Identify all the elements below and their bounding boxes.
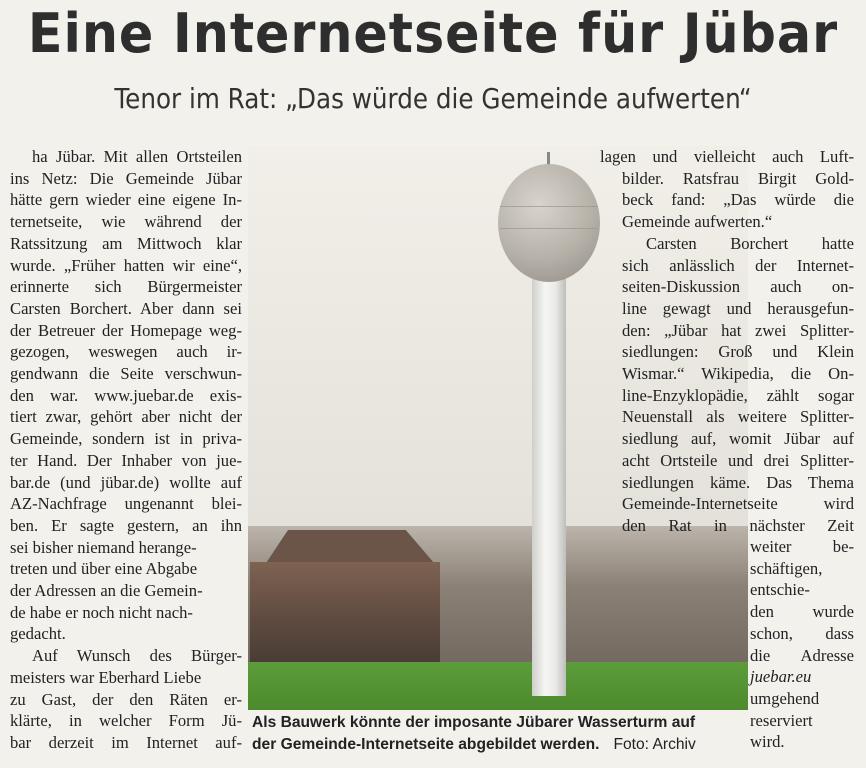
- photo-house: [250, 562, 440, 662]
- text-line: umgehend: [750, 688, 820, 708]
- headline: Eine Internetseite für Jübar: [27, 2, 839, 65]
- caption-line-2: [252, 734, 752, 756]
- text-line: line gewagt und herausgefun-: [622, 298, 854, 318]
- text-line: ter Hand. Der Inhaber von jue-: [10, 450, 242, 470]
- text-line: die Adresse: [750, 645, 854, 665]
- text-line: Neuenstall als weitere Splitter-: [622, 407, 854, 427]
- text-line: den Rat in nächster Zeit: [622, 515, 854, 535]
- text-line: ben. Er sagte gestern, an ihn: [10, 515, 242, 535]
- text-line: Gemeinde, sondern ist in priva-: [10, 429, 242, 449]
- article-column-3-continued: [750, 536, 854, 753]
- text-line: weiter be-: [750, 537, 854, 556]
- text-line: ins Netz: Die Gemeinde Jübar: [10, 168, 242, 188]
- text-line: acht Ortsteile und drei Splitter-: [622, 450, 854, 470]
- text-line: meisters war Eberhard Liebe: [10, 667, 202, 687]
- text-line: siedlung auf, womit Jübar auf: [622, 429, 854, 449]
- text-line: wurde. „Früher hatten wir eine“,: [10, 255, 242, 275]
- text-line: gendwann die Seite verschwun-: [10, 364, 242, 384]
- text-line: treten und über eine Abgabe: [10, 559, 198, 579]
- text-line: Carsten Borchert. Aber dann sei: [10, 298, 242, 318]
- text-line: ternetseite, wie während der: [10, 212, 242, 232]
- water-tower-stem: [532, 276, 566, 696]
- water-tower-tank: [498, 164, 600, 282]
- text-line: de habe er noch nicht nach-: [10, 602, 193, 622]
- text-line: lagen und vielleicht auch Luft-: [600, 147, 854, 166]
- text-line: Gemeinde aufwerten.“: [622, 212, 773, 232]
- photo-caption: [252, 712, 752, 756]
- text-line: sich anlässlich der Internet-: [622, 255, 854, 275]
- subheadline: Tenor im Rat: „Das würde die Gemeinde aufwerten“: [114, 82, 752, 115]
- text-line: seiten-Diskussion auch on-: [622, 277, 854, 297]
- text-line: ha Jübar. Mit allen Ortsteilen: [32, 147, 242, 166]
- text-line: den wurde: [750, 602, 854, 622]
- text-line: reserviert: [750, 710, 813, 730]
- tank-seam: [500, 228, 598, 229]
- text-line: tiert zwar, gehört aber nicht der: [10, 407, 242, 427]
- text-line: der Adressen an die Gemein-: [10, 581, 203, 601]
- text-line: AZ-Nachfrage ungenannt blei-: [10, 494, 242, 514]
- text-line: sei bisher niemand herange-: [10, 537, 197, 557]
- text-line: schon, dass: [750, 623, 854, 643]
- text-line: bilder. Ratsfrau Birgit Gold-: [622, 168, 854, 188]
- text-line: entschie-: [750, 580, 810, 600]
- text-line: den: „Jübar hat zwei Splitter-: [622, 320, 854, 340]
- text-line: zu Gast, der den Räten er-: [10, 689, 242, 709]
- text-line: Carsten Borchert hatte: [646, 233, 854, 253]
- text-line: schäftigen,: [750, 558, 823, 578]
- text-line: wird.: [750, 732, 785, 752]
- text-line: der Betreuer der Homepage weg-: [10, 320, 242, 340]
- photo-credit: Foto: Archiv: [613, 736, 696, 753]
- text-line: gedacht.: [10, 624, 66, 644]
- text-line: bar derzeit im Internet auf-: [10, 732, 242, 752]
- text-line: erinnerte sich Bürgermeister: [10, 277, 242, 297]
- text-line: klärte, in welcher Form Jü-: [10, 711, 242, 731]
- article-column-1: [10, 146, 242, 754]
- photo-grass: [248, 662, 748, 710]
- caption-text: der Gemeinde-Internetseite abgebildet werden.: [252, 736, 600, 753]
- text-line: juebar.eu: [750, 667, 812, 687]
- text-line: beck fand: „Das würde die: [622, 190, 854, 210]
- caption-line-1: Als Bauwerk könnte der imposante Jübarer Wasserturm auf: [252, 714, 696, 731]
- text-line: bar.de (und jübar.de) wollte auf: [10, 472, 242, 492]
- text-line: siedlungen käme. Das Thema: [622, 472, 854, 492]
- text-line: Wismar.“ Wikipedia, die On-: [622, 364, 854, 384]
- tank-seam: [500, 206, 598, 207]
- text-line: Auf Wunsch des Bürger-: [32, 646, 242, 666]
- article-column-3: [600, 146, 854, 537]
- text-line: gezogen, weswegen auch ir-: [10, 342, 242, 362]
- text-line: hätte gern wieder eine eigene In-: [10, 190, 242, 210]
- text-line: den war. www.juebar.de exis-: [10, 385, 242, 405]
- text-line: Gemeinde-Internetseite wird: [622, 494, 854, 514]
- text-line: Ratssitzung am Mittwoch klar: [10, 233, 242, 253]
- text-line: siedlungen: Groß und Klein: [622, 342, 854, 362]
- text-line: line-Enzyklopädie, zählt sogar: [622, 385, 854, 405]
